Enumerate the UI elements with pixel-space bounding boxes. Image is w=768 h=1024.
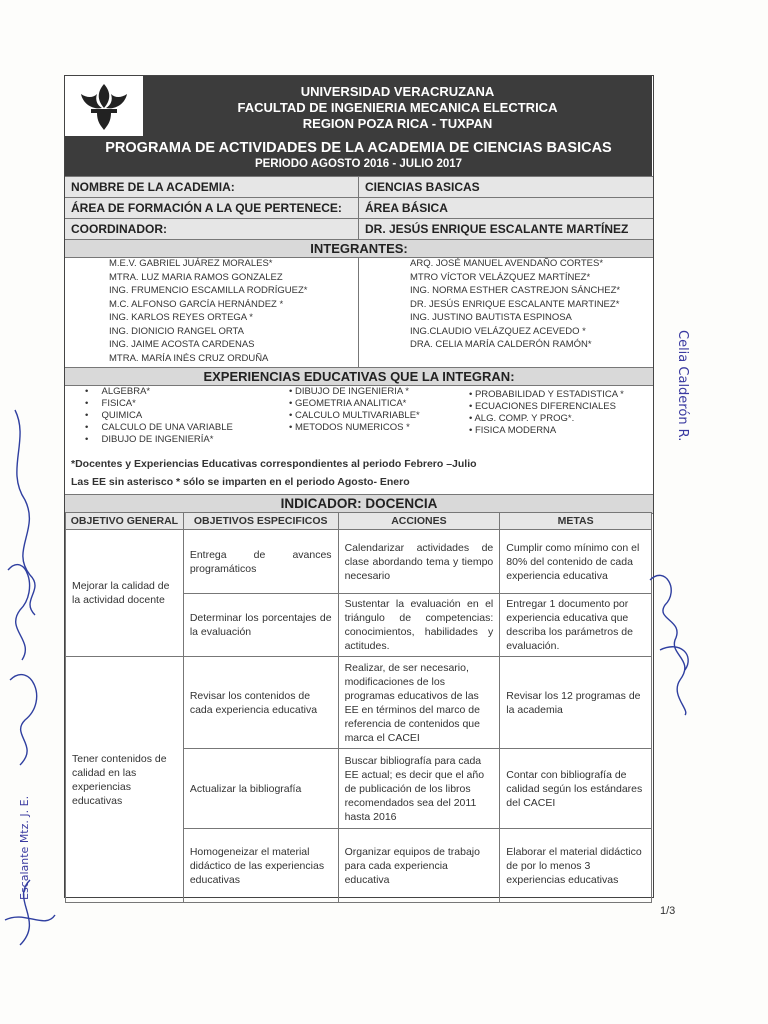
university-logo <box>65 76 144 136</box>
objetivo-general: Tener contenidos de calidad en las experiencias educativas <box>66 657 184 903</box>
faculty-name: FACULTAD DE INGENIERIA MECANICA ELECTRICA <box>237 100 558 115</box>
member-name: ING. NORMA ESTHER CASTREJON SÁNCHEZ* <box>410 285 621 296</box>
member-name: MTRA. LUZ MARIA RAMOS GONZALEZ <box>109 271 283 283</box>
objetivo-general: Mejorar la calidad de la actividad docente <box>66 530 184 657</box>
program-title: PROGRAMA DE ACTIVIDADES DE LA ACADEMIA DE CIENCIAS BASICAS <box>105 140 612 156</box>
member-name: ING. JAIME ACOSTA CARDENAS <box>109 339 255 350</box>
info-row-area <box>65 197 653 218</box>
meta: Entregar 1 documento por experiencia educativa que describa los parámetros de evaluación. <box>500 594 652 657</box>
column-header: ACCIONES <box>338 513 500 530</box>
margin-note-left: Escalante Mtz. J. E. <box>18 795 31 900</box>
member-name: DR. JESÚS ENRIQUE ESCALANTE MARTINEZ* <box>410 298 620 310</box>
column-header: OBJETIVOS ESPECIFICOS <box>183 513 338 530</box>
table-header-row <box>66 513 652 530</box>
accion: Buscar bibliografía para cada EE actual; es decir que el año de publicación de los libros recomendados sea del 2011 hasta 2016 <box>338 749 500 829</box>
region-name: REGION POZA RICA - TUXPAN <box>302 116 493 131</box>
ee-item: • METODOS NUMERICOS * <box>289 422 410 433</box>
info-label: NOMBRE DE LA ACADEMIA: <box>71 180 235 194</box>
accion: Calendarizar actividades de clase abordando tema y tiempo necesario <box>338 530 500 594</box>
objetivo-especifico: Homogeneizar el material didáctico de las experiencias educativas <box>183 829 338 903</box>
ee-list-col2 <box>289 386 420 434</box>
meta: Contar con bibliografía de calidad según los estándares del CACEI <box>500 749 652 829</box>
member-name: ING. DIONICIO RANGEL ORTA <box>109 325 244 337</box>
ee-item: • PROBABILIDAD Y ESTADISTICA * <box>469 389 624 400</box>
document-page <box>64 75 654 898</box>
note-asterisk: *Docentes y Experiencias Educativas correspondientes al periodo Febrero –Julio <box>71 458 477 470</box>
document-header <box>65 76 652 176</box>
info-value: ÁREA BÁSICA <box>365 201 448 215</box>
objetivo-especifico: Actualizar la bibliografía <box>183 749 338 829</box>
margin-note-right: Celia Calderón R. <box>675 330 690 442</box>
member-name: ING. FRUMENCIO ESCAMILLA RODRÍGUEZ* <box>109 285 308 296</box>
objetivo-especifico: Revisar los contenidos de cada experiencia educativa <box>183 657 338 749</box>
university-title-block <box>143 76 652 136</box>
ee-list-col1 <box>85 386 233 446</box>
meta: Elaborar el material didáctico de por lo menos 3 experiencias educativas <box>500 829 652 903</box>
table-row <box>66 657 652 749</box>
info-value: DR. JESÚS ENRIQUE ESCALANTE MARTÍNEZ <box>365 222 629 236</box>
member-name: DRA. CELIA MARÍA CALDERÓN RAMÓN* <box>410 339 592 350</box>
member-name: ING.CLAUDIO VELÁZQUEZ ACEVEDO * <box>410 325 586 337</box>
program-title-block <box>65 136 652 176</box>
signature-right-margin <box>640 560 710 720</box>
ee-item: • ALG. COMP. Y PROG*. <box>469 413 575 424</box>
integrantes-divider <box>358 257 359 367</box>
member-name: MTRA. MARÍA INÉS CRUZ ORDUÑA <box>109 352 269 364</box>
accion: Organizar equipos de trabajo para cada experiencia educativa <box>338 829 500 903</box>
ee-item: • FISICA MODERNA <box>469 425 557 436</box>
ee-item: • GEOMETRIA ANALITICA* <box>289 398 407 409</box>
member-name: ING. KARLOS REYES ORTEGA * <box>109 312 253 323</box>
member-name: M.E.V. GABRIEL JUÁREZ MORALES* <box>109 258 273 269</box>
info-label: COORDINADOR: <box>71 222 167 236</box>
info-row-coordinador <box>65 218 653 239</box>
ee-item: • QUIMICA <box>85 410 143 421</box>
ee-list-col3 <box>469 389 624 437</box>
accion: Realizar, de ser necesario, modificaciones de los programas educativos de las EE en términos del marco de referencia de contenidos que marca el CACEI <box>338 657 500 749</box>
meta: Revisar los 12 programas de la academia <box>500 657 652 749</box>
ee-item: • CALCULO DE UNA VARIABLE <box>85 422 233 433</box>
member-name: ING. JUSTINO BAUTISTA ESPINOSA <box>410 312 572 323</box>
column-header: OBJETIVO GENERAL <box>66 513 184 530</box>
ee-item: • ECUACIONES DIFERENCIALES <box>469 401 616 412</box>
member-name: MTRO VÍCTOR VELÁZQUEZ MARTÍNEZ* <box>410 271 591 283</box>
accion: Sustentar la evaluación en el triángulo de competencias: conocimientos, habilidades y actitudes. <box>338 594 500 657</box>
integrantes-list-right <box>410 257 620 352</box>
integrantes-heading: INTEGRANTES: <box>65 239 653 258</box>
indicador-heading: INDICADOR: DOCENCIA <box>65 494 653 514</box>
page-number: 1/3 <box>660 905 676 917</box>
ee-item: • CALCULO MULTIVARIABLE* <box>289 410 420 421</box>
info-row-academia <box>65 176 653 197</box>
info-value: CIENCIAS BASICAS <box>365 180 480 194</box>
ee-item: • ALGEBRA* <box>85 386 151 397</box>
docencia-table <box>65 512 652 903</box>
ee-item: • DIBUJO DE INGENIERIA * <box>289 386 409 397</box>
objetivo-especifico: Entrega de avances programáticos <box>183 530 338 594</box>
column-header: METAS <box>500 513 652 530</box>
member-name: M.C. ALFONSO GARCÍA HERNÁNDEZ * <box>109 298 284 310</box>
member-name: ARQ. JOSÉ MANUEL AVENDAÑO CORTES* <box>410 258 604 269</box>
note-agosto: Las EE sin asterisco * sólo se imparten en el periodo Agosto- Enero <box>71 476 410 488</box>
integrantes-list-left <box>109 257 307 365</box>
info-label: ÁREA DE FORMACIÓN A LA QUE PERTENECE: <box>71 201 342 215</box>
program-period: PERIODO AGOSTO 2016 - JULIO 2017 <box>254 158 463 170</box>
table-row <box>66 530 652 594</box>
experiencias-heading: EXPERIENCIAS EDUCATIVAS QUE LA INTEGRAN: <box>65 367 653 386</box>
university-name: UNIVERSIDAD VERACRUZANA <box>300 84 495 99</box>
ee-item: • DIBUJO DE INGENIERÍA* <box>85 434 214 445</box>
ee-item: • FISICA* <box>85 398 136 409</box>
fleur-de-lis-icon <box>75 80 133 132</box>
meta: Cumplir como mínimo con el 80% del contenido de cada experiencia educativa <box>500 530 652 594</box>
objetivo-especifico: Determinar los porcentajes de la evaluación <box>183 594 338 657</box>
